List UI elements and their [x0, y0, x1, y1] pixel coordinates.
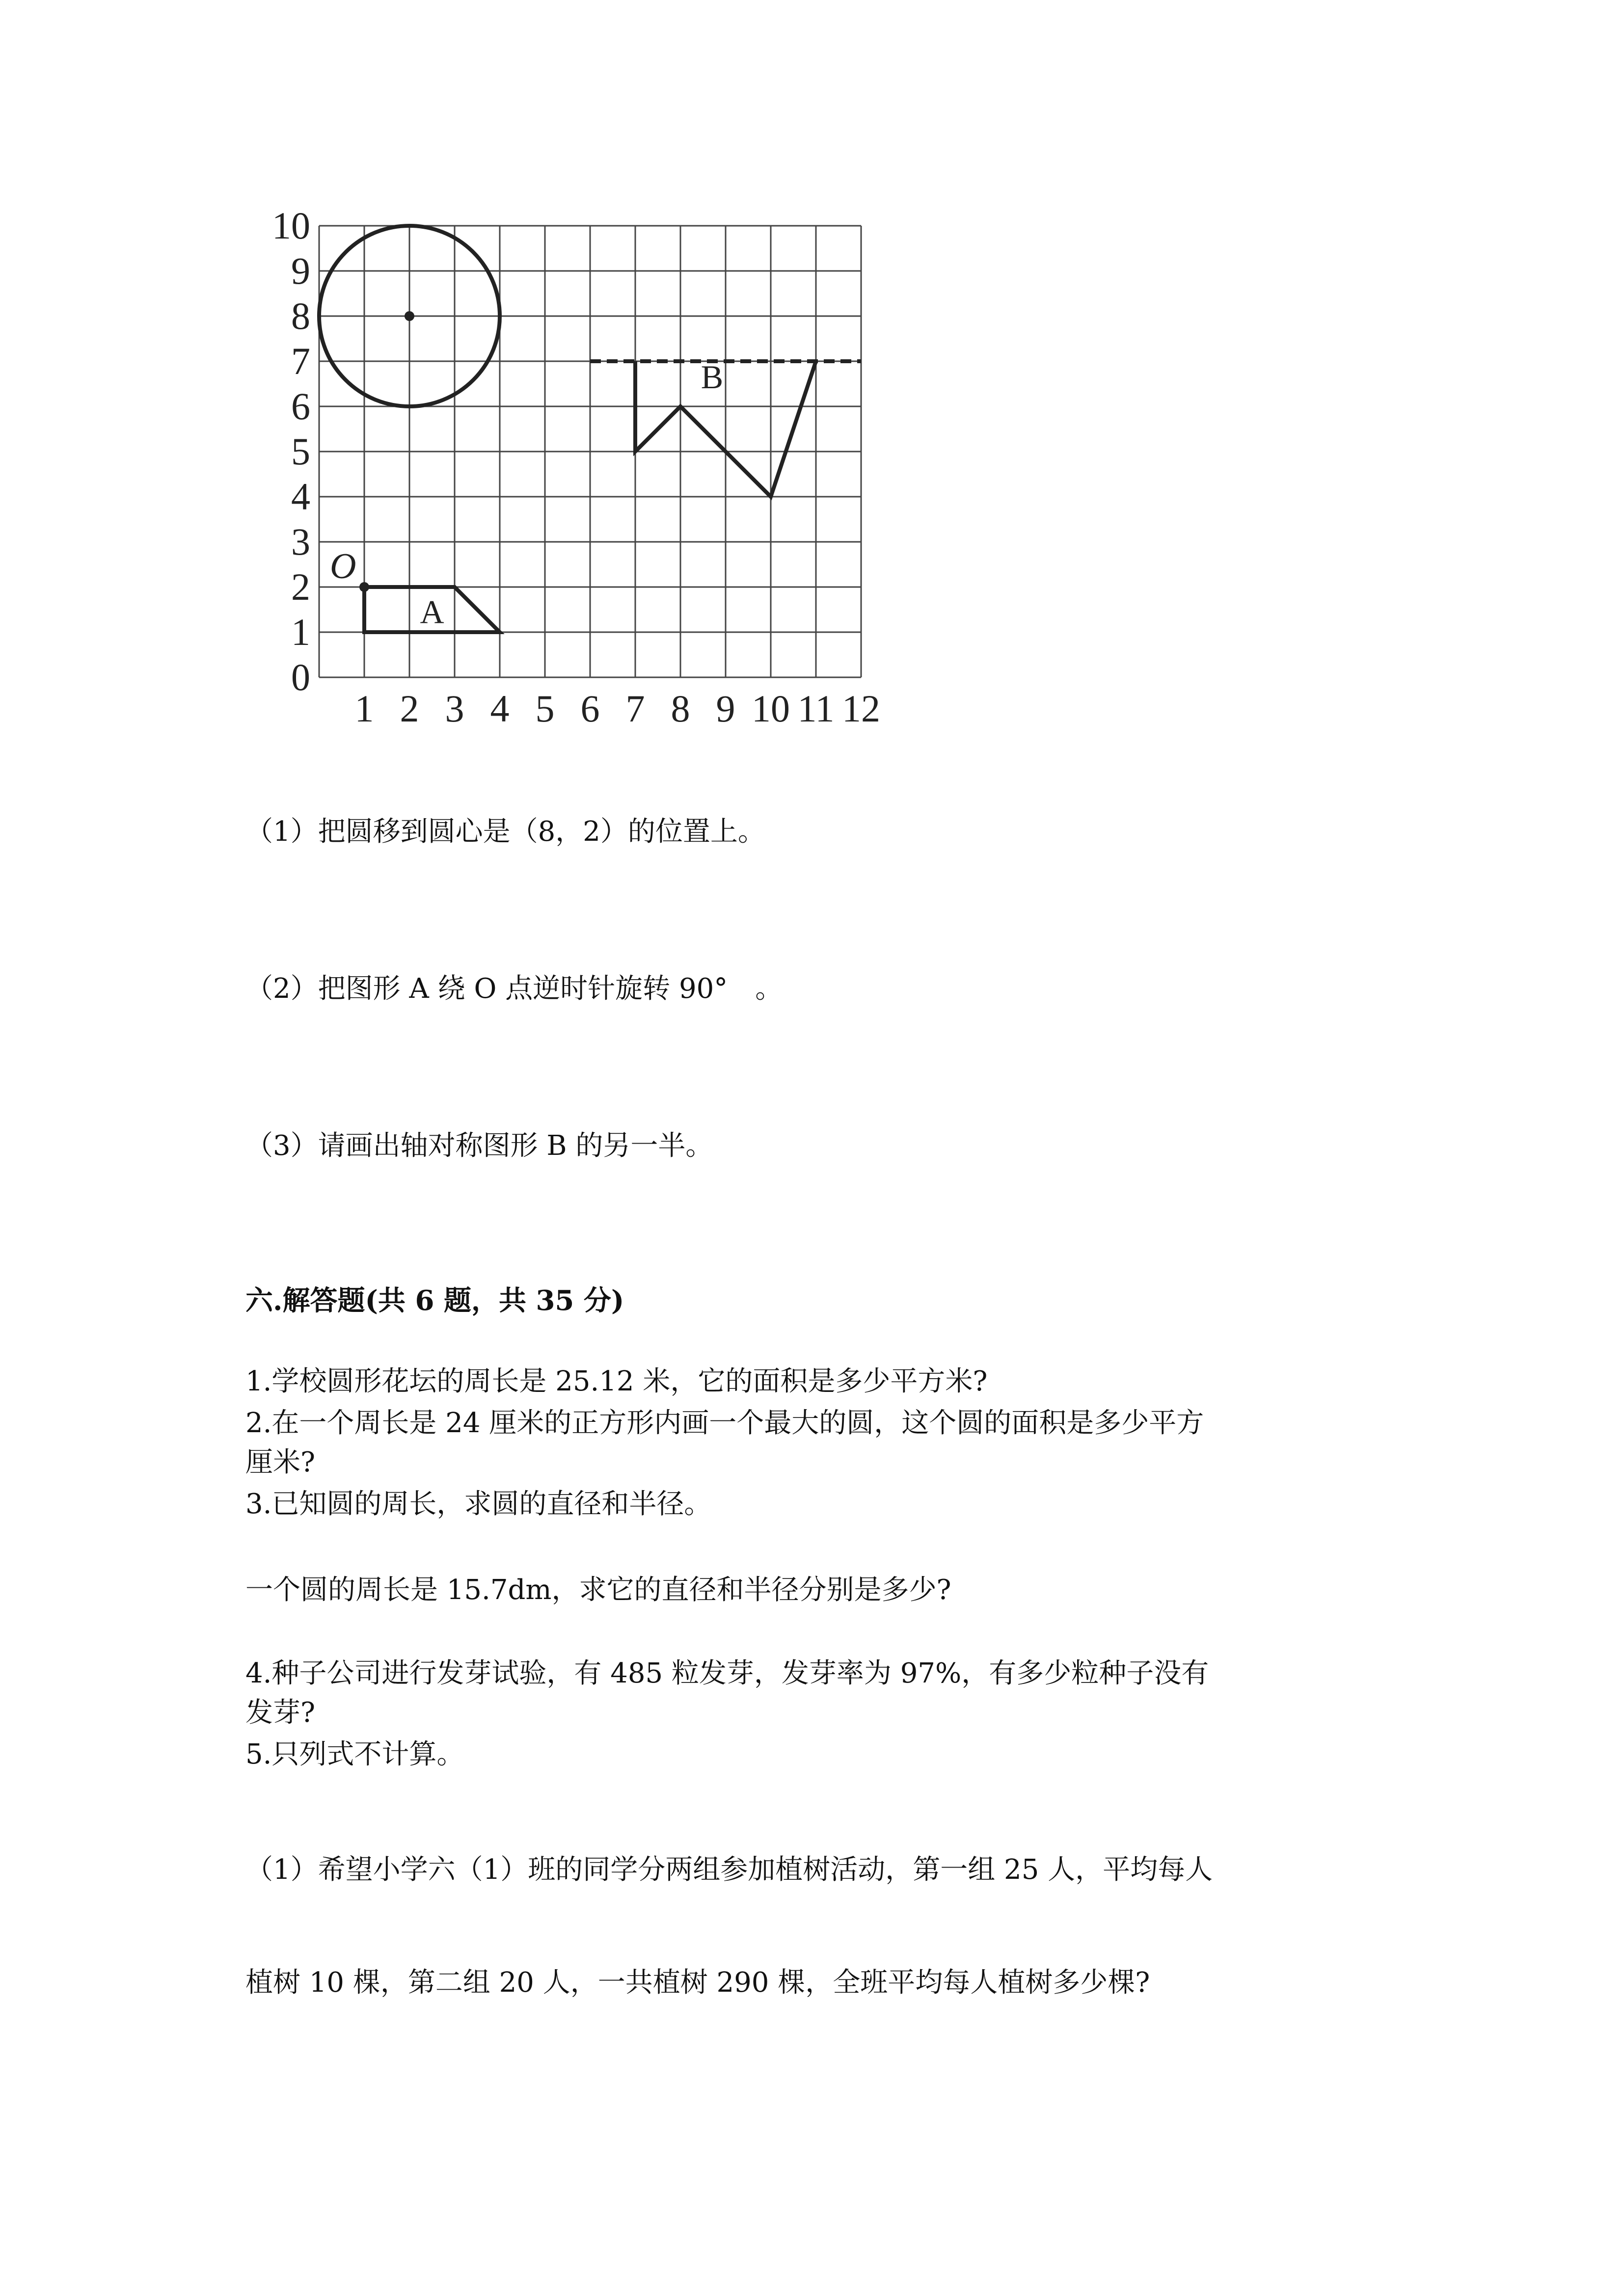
y-tick-label: 0: [291, 656, 310, 698]
problem-2-text: 2.在一个周长是 24 厘米的正方形内画一个最大的圆，这个圆的面积是多少平方: [245, 1407, 1204, 1439]
x-tick-label: 4: [490, 687, 510, 730]
problem-5-text: 5.只列式不计算。: [245, 1738, 464, 1770]
x-tick-label: 8: [671, 687, 690, 730]
question-3-text: （3）请画出轴对称图形 B 的另一半。: [245, 1130, 713, 1162]
origin-point-dot: [359, 582, 369, 592]
problem-3-text: 3.已知圆的周长，求圆的直径和半径。: [245, 1488, 712, 1520]
x-tick-label: 9: [716, 687, 735, 730]
y-tick-label: 5: [291, 430, 310, 473]
problem-1-text: 1.学校圆形花坛的周长是 25.12 米，它的面积是多少平方米?: [245, 1365, 988, 1397]
circle-center-dot: [405, 311, 414, 321]
x-tick-label: 10: [752, 687, 790, 730]
x-tick-label: 2: [400, 687, 419, 730]
problem-5-question-1: （1）希望小学六（1）班的同学分两组参加植树活动，第一组 25 人，平均每人: [245, 1854, 1213, 1886]
y-tick-label: 6: [291, 385, 310, 427]
problem-5-question-1-cont: 植树 10 棵，第二组 20 人，一共植树 290 棵，全班平均每人植树多少棵?: [245, 1967, 1150, 1999]
y-tick-label: 9: [291, 249, 310, 292]
y-tick-label: 3: [291, 520, 310, 563]
problem-4-text: 4.种子公司进行发芽试验，有 485 粒发芽，发芽率为 97%，有多少粒种子没有: [245, 1657, 1209, 1689]
x-tick-label: 3: [445, 687, 464, 730]
shape-b-label: B: [701, 358, 724, 396]
section-title: 六.解答题(共 6 题，共 35 分): [245, 1284, 624, 1317]
y-tick-label: 7: [291, 340, 310, 382]
y-tick-label: 4: [291, 475, 310, 518]
x-tick-label: 11: [797, 687, 835, 730]
problem-2-text-cont: 厘米?: [245, 1446, 316, 1478]
problem-4-text-cont: 发芽?: [245, 1697, 316, 1729]
problem-3-detail: 一个圆的周长是 15.7dm，求它的直径和半径分别是多少?: [245, 1574, 951, 1606]
x-tick-label: 12: [842, 687, 880, 730]
x-tick-label: 5: [535, 687, 555, 730]
y-tick-label: 10: [272, 206, 310, 247]
x-tick-label: 6: [580, 687, 600, 730]
question-2-text: （2）把图形 A 绕 O 点逆时针旋转 90° 。: [245, 973, 783, 1005]
y-tick-label: 2: [291, 565, 310, 608]
grid-svg: [250, 206, 898, 736]
coordinate-grid-figure: [250, 206, 898, 736]
y-tick-label: 1: [291, 611, 310, 653]
shape-a-label: A: [420, 593, 444, 631]
origin-label: O: [330, 546, 356, 587]
y-tick-label: 8: [291, 294, 310, 337]
x-tick-label: 7: [625, 687, 645, 730]
x-tick-label: 1: [354, 687, 374, 730]
question-1-text: （1）把圆移到圆心是（8，2）的位置上。: [245, 816, 765, 848]
